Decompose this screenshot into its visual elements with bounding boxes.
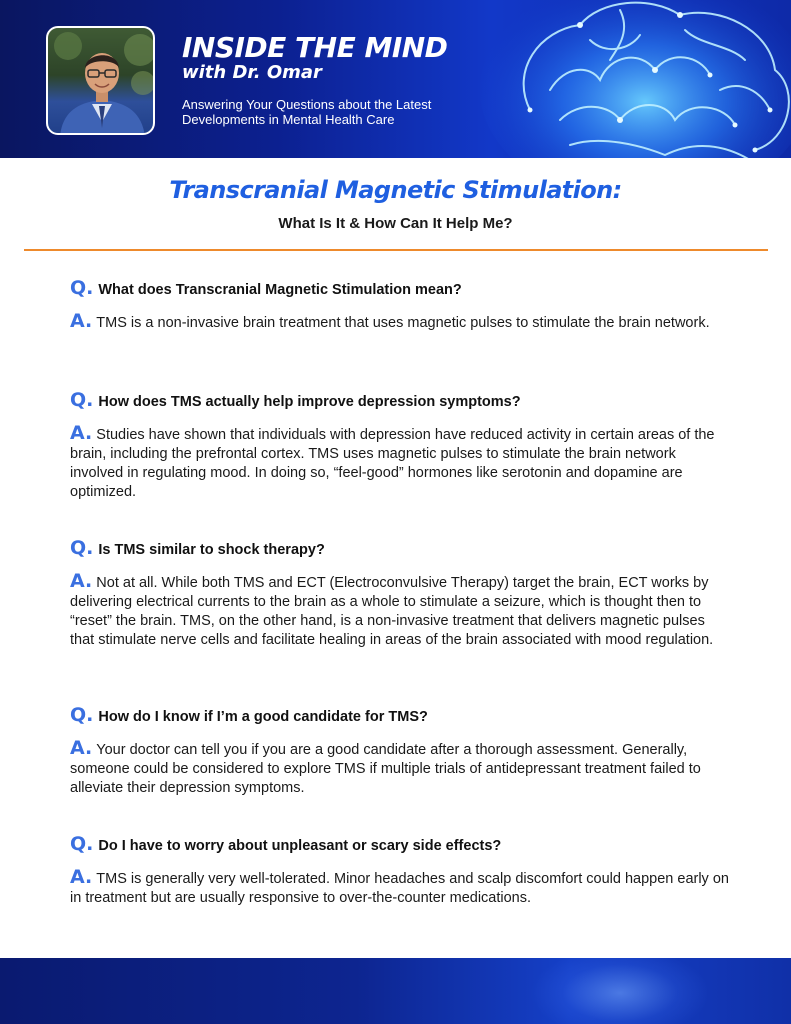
faq-question [70, 277, 730, 299]
answer-text: Studies have shown that individuals with depression have reduced activity in certain areas of the brain, including the prefrontal cortex. TMS uses magnetic pulses to stimulate the brain network involved in regulating mood. In doing so, “feel-good” hormones like serotonin and dopamine are optimized. [70, 427, 715, 500]
faq-question [70, 389, 730, 411]
answer-text: TMS is generally very well-tolerated. Minor headaches and scalp discomfort could happen early on in treatment but are usually responsive to over-the-counter medications. [70, 871, 729, 906]
question-text: Is TMS similar to shock therapy? [98, 542, 325, 558]
question-text: How does TMS actually help improve depression symptoms? [98, 394, 521, 410]
question-marker: Q. [70, 389, 94, 411]
faq-item [70, 704, 730, 798]
question-text: How do I know if I’m a good candidate for TMS? [98, 709, 428, 725]
faq-item [70, 833, 730, 908]
brand-subtitle: with Dr. Omar [182, 62, 322, 83]
answer-marker: A. [70, 866, 93, 888]
faq-answer [70, 572, 730, 650]
answer-marker: A. [70, 570, 93, 592]
faq-item [70, 277, 730, 333]
faq-question [70, 833, 730, 855]
answer-text: Your doctor can tell you if you are a good candidate after a thorough assessment. Generally, someone could be considered to explore TMS if multiple trials of antidepressant treatment failed to alleviate their depression symptoms. [70, 742, 701, 796]
question-text: What does Transcranial Magnetic Stimulation mean? [98, 282, 462, 298]
answer-text: Not at all. While both TMS and ECT (Electroconvulsive Therapy) target the brain, ECT works by delivering electrical currents to the brain as a whole to stimulate a seizure, which is thought then to “reset” the brain. TMS, on the other hand, is a non-invasive treatment that delivers magnetic pulses that stimulate nerve cells and facilitate healing in areas of the brain associated with mood regulation. [70, 575, 714, 648]
faq-question [70, 537, 730, 559]
article-title: Transcranial Magnetic Stimulation: [169, 176, 622, 204]
orange-divider [24, 249, 768, 251]
answer-marker: A. [70, 422, 93, 444]
footer-banner [0, 958, 791, 1024]
answer-marker: A. [70, 310, 93, 332]
question-marker: Q. [70, 537, 94, 559]
faq-answer [70, 868, 730, 908]
answer-marker: A. [70, 737, 93, 759]
header-text-block [182, 32, 482, 127]
glowing-brain-graphic [470, 0, 791, 158]
article-subtitle: What Is It & How Can It Help Me? [278, 215, 513, 232]
header-tagline: Answering Your Questions about the Latest Developments in Mental Health Care [182, 97, 432, 127]
footer-glow-decoration [530, 958, 710, 1024]
faq-item [70, 537, 730, 650]
faq-answer [70, 312, 730, 333]
faq-item [70, 389, 730, 502]
faq-answer [70, 424, 730, 502]
question-marker: Q. [70, 277, 94, 299]
faq-question [70, 704, 730, 726]
question-text: Do I have to worry about unpleasant or scary side effects? [98, 838, 502, 854]
question-marker: Q. [70, 704, 94, 726]
question-marker: Q. [70, 833, 94, 855]
brand-title: INSIDE THE MIND [182, 31, 448, 64]
header-banner [0, 0, 791, 158]
answer-text: TMS is a non-invasive brain treatment that uses magnetic pulses to stimulate the brain network. [96, 315, 710, 331]
doctor-portrait-photo [46, 26, 155, 135]
faq-answer [70, 739, 730, 798]
